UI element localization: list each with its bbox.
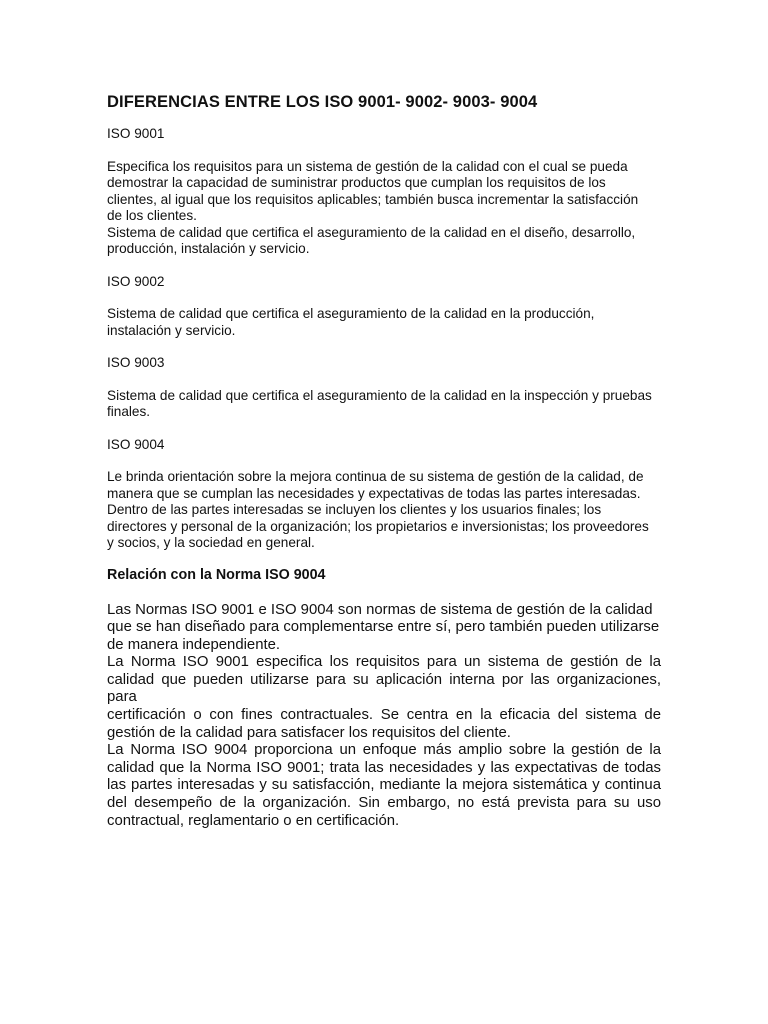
paragraph-line: finales.: [107, 404, 151, 419]
paragraph-line: instalación y servicio.: [107, 322, 236, 338]
paragraph-line: Especifica los requisitos para un sistema de gestión de la calidad con el cual se pueda: [107, 158, 628, 174]
paragraph-line: certificación o con fines contractuales. Se centra en la eficacia del sistema de: [107, 707, 661, 724]
relation-heading: Relación con la Norma ISO 9004: [107, 566, 326, 583]
section-heading-iso-9004: ISO 9004: [107, 436, 165, 452]
paragraph-line: y socios, y la sociedad en general.: [107, 535, 315, 550]
section-heading-iso-9002: ISO 9002: [107, 273, 165, 289]
section-body-iso-9003: [107, 388, 661, 421]
paragraph-line: calidad que pueden utilizarse para su aplicación interna por las organizaciones, para: [107, 671, 661, 706]
section-body-iso-9002: [107, 306, 661, 339]
paragraph-line: Sistema de calidad que certifica el aseguramiento de la calidad en el diseño, desarrollo,: [107, 224, 636, 240]
document-title: DIFERENCIAS ENTRE LOS ISO 9001- 9002- 9003- 9004: [107, 93, 538, 111]
paragraph-line: gestión de la calidad para satisfacer los requisitos del cliente.: [107, 724, 511, 741]
paragraph-line: del desempeño de la organización. Sin embargo, no está prevista para su uso: [107, 795, 661, 812]
paragraph-line: de manera independiente.: [107, 636, 281, 653]
paragraph-line: Dentro de las partes interesadas se incluyen los clientes y los usuarios finales; los: [107, 502, 602, 517]
paragraph-line: manera que se cumplan las necesidades y expectativas de todas las partes interesadas.: [107, 485, 641, 501]
paragraph-line: clientes, al igual que los requisitos aplicables; también busca incrementar la satisfacción: [107, 191, 639, 207]
paragraph-line: calidad que la Norma ISO 9001; trata las necesidades y las expectativas de todas: [107, 759, 661, 776]
paragraph-line: producción, instalación y servicio.: [107, 241, 310, 256]
section-heading-iso-9001: ISO 9001: [107, 126, 165, 141]
document-page: [107, 92, 661, 830]
paragraph-line: Le brinda orientación sobre la mejora continua de su sistema de gestión de la calidad, de: [107, 469, 644, 484]
paragraph-line: La Norma ISO 9004 proporciona un enfoque más amplio sobre la gestión de la: [107, 742, 661, 759]
paragraph-line: directores y personal de la organización; los propietarios e inversionistas; los proveedores: [107, 518, 649, 534]
paragraph-line: de los clientes.: [107, 208, 197, 223]
paragraph-line: las partes interesadas y su satisfacción, mediante la mejora sistemática y continua: [107, 777, 661, 794]
paragraph-line: contractual, reglamentario o en certificación.: [107, 812, 400, 829]
paragraph-line: La Norma ISO 9001 especifica los requisitos para un sistema de gestión de la: [107, 654, 661, 671]
section-body-iso-9001: [107, 159, 661, 258]
paragraph-line: Sistema de calidad que certifica el aseguramiento de la calidad en la producción,: [107, 306, 595, 321]
relation-body: [107, 602, 661, 831]
section-heading-iso-9003: ISO 9003: [107, 355, 165, 370]
paragraph-line: que se han diseñado para complementarse entre sí, pero también pueden utilizarse: [107, 619, 660, 636]
paragraph-line: Las Normas ISO 9001 e ISO 9004 son normas de sistema de gestión de la calidad: [107, 601, 653, 618]
paragraph-line: Sistema de calidad que certifica el aseguramiento de la calidad en la inspección y pruebas: [107, 387, 652, 403]
paragraph-line: demostrar la capacidad de suministrar productos que cumplan los requisitos de los: [107, 175, 606, 190]
section-body-iso-9004: [107, 469, 661, 552]
